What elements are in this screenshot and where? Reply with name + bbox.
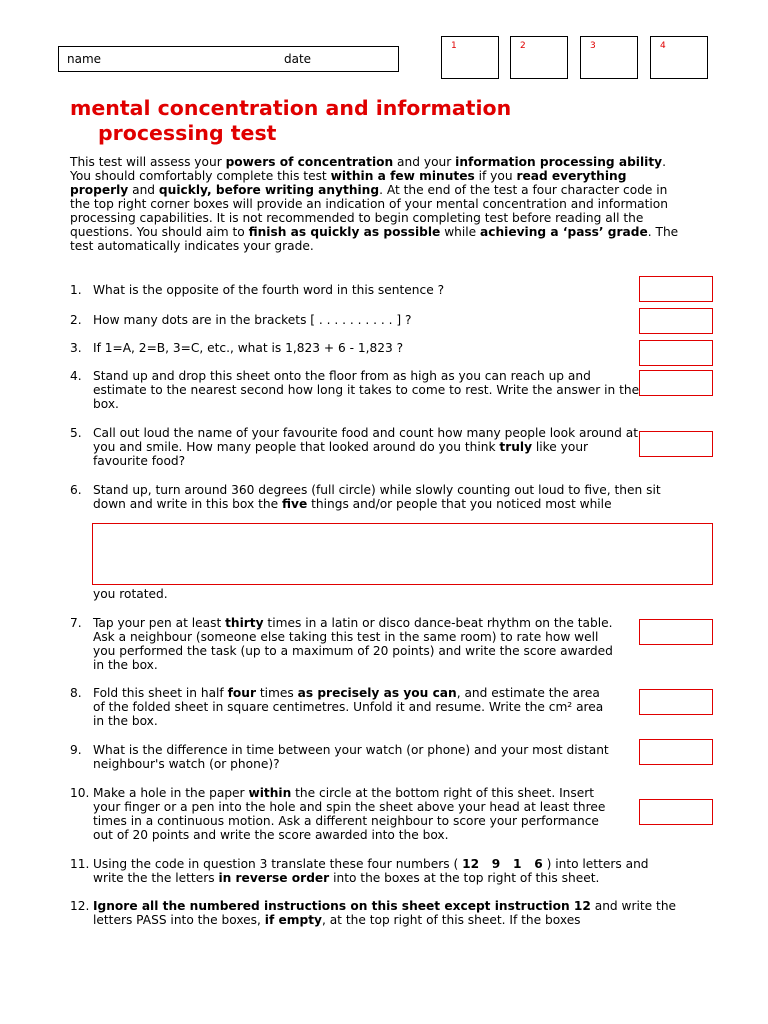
question-text: Stand up and drop this sheet onto the floor from as high as you can reach up and estimate to the nearest second how long it takes to come to rest. Write the answer in the box. bbox=[93, 369, 640, 411]
question-3 bbox=[70, 341, 645, 355]
title-line-1: mental concentration and information bbox=[70, 96, 512, 120]
question-text-part: Tap your pen at least bbox=[93, 616, 226, 630]
intro-text: and bbox=[128, 183, 159, 197]
question-number: 3. bbox=[70, 341, 82, 355]
answer-box-8[interactable] bbox=[639, 689, 713, 715]
question-text bbox=[93, 899, 682, 927]
question-text-part: and write the letters PASS into the boxes, bbox=[93, 899, 677, 927]
code-box-3[interactable] bbox=[580, 36, 638, 79]
question-number: 2. bbox=[70, 313, 82, 327]
answer-box-2[interactable] bbox=[639, 308, 713, 334]
question-6 bbox=[70, 483, 682, 511]
question-text-part: Call out loud the name of your favourite food and count how many people look around at you and smile. How many people that looked around do you think bbox=[93, 426, 638, 454]
question-text-part: ) into letters and write the the letters bbox=[93, 857, 649, 885]
question-text: If 1=A, 2=B, 3=C, etc., what is 1,823 + 6 - 1,823 ? bbox=[93, 341, 404, 355]
question-text-part: , and estimate the area of the folded sheet in square centimetres. Unfold it and resume. Write the cm² area in the box. bbox=[93, 686, 604, 728]
answer-box-9[interactable] bbox=[639, 739, 713, 765]
answer-box-7[interactable] bbox=[639, 619, 713, 645]
question-text: What is the difference in time between your watch (or phone) and your most distant neighbour's watch (or phone)? bbox=[93, 743, 609, 771]
question-2 bbox=[70, 313, 645, 327]
question-1 bbox=[70, 283, 645, 297]
question-text-part: things and/or people that you noticed most while bbox=[307, 497, 612, 511]
code-box-4-label: 4 bbox=[660, 41, 666, 51]
question-text-part: Fold this sheet in half bbox=[93, 686, 228, 700]
intro-text: . You should comfortably complete this test bbox=[70, 155, 666, 183]
intro-text: and your bbox=[393, 155, 456, 169]
question-number: 6. bbox=[70, 483, 82, 497]
question-text-part: the circle at the bottom right of this sheet. Insert your finger or a pen into the hole and spin the sheet above your head at least three times in a continuous motion. Ask a different neighbour to score your performance out of 20 points and write the score awarded into the box. bbox=[93, 786, 606, 842]
answer-box-6[interactable] bbox=[92, 523, 713, 585]
question-text-part: like your favourite food? bbox=[93, 440, 589, 468]
answer-box-4[interactable] bbox=[639, 370, 713, 396]
question-12 bbox=[70, 899, 682, 927]
question-bold: Ignore all the numbered instructions on this sheet except instruction 12 bbox=[93, 899, 591, 913]
code-box-3-label: 3 bbox=[590, 41, 596, 51]
code-box-4[interactable] bbox=[650, 36, 708, 79]
answer-box-10[interactable] bbox=[639, 799, 713, 825]
intro-bold: quickly, before writing anything bbox=[158, 183, 380, 197]
question-text-part: Using the code in question 3 translate these four numbers ( bbox=[93, 857, 463, 871]
question-bold: four bbox=[227, 686, 256, 700]
question-number: 4. bbox=[70, 369, 82, 383]
intro-text: while bbox=[440, 225, 481, 239]
question-bold: in reverse order bbox=[218, 871, 330, 885]
question-number: 1. bbox=[70, 283, 82, 297]
question-5 bbox=[70, 426, 645, 468]
question-number: 12. bbox=[70, 899, 90, 913]
intro-bold: within a few minutes bbox=[330, 169, 475, 183]
intro-text: if you bbox=[474, 169, 517, 183]
code-box-1[interactable] bbox=[441, 36, 499, 79]
intro-bold: information processing ability bbox=[455, 155, 663, 169]
answer-box-1[interactable] bbox=[639, 276, 713, 302]
question-bold: if empty bbox=[264, 913, 322, 927]
question-text bbox=[93, 857, 682, 885]
intro-bold: achieving a ‘pass’ grade bbox=[480, 225, 648, 239]
question-text-part: times bbox=[255, 686, 298, 700]
question-bold: within bbox=[248, 786, 292, 800]
name-label: name bbox=[67, 52, 102, 66]
question-text bbox=[93, 616, 615, 672]
page-title bbox=[70, 96, 511, 146]
question-bold: thirty bbox=[225, 616, 264, 630]
question-number: 11. bbox=[70, 857, 90, 871]
question-4 bbox=[70, 369, 645, 411]
question-text-part: into the boxes at the top right of this sheet. bbox=[329, 871, 600, 885]
question-text-part: Make a hole in the paper bbox=[93, 786, 249, 800]
question-bold: five bbox=[281, 497, 308, 511]
question-text bbox=[93, 483, 682, 511]
question-text-part: , at the top right of this sheet. If the boxes bbox=[321, 913, 581, 927]
intro-bold: finish as quickly as possible bbox=[248, 225, 441, 239]
intro-text: . The test automatically indicates your grade. bbox=[70, 225, 679, 253]
intro-paragraph bbox=[70, 155, 680, 253]
intro-text: This test will assess your bbox=[70, 155, 226, 169]
question-bold: as precisely as you can bbox=[297, 686, 457, 700]
question-number: 10. bbox=[70, 786, 90, 800]
answer-box-5[interactable] bbox=[639, 431, 713, 457]
name-date-box bbox=[58, 46, 399, 72]
title-line-2: processing test bbox=[98, 121, 277, 145]
question-bold: 12 9 1 6 bbox=[462, 857, 543, 871]
question-11 bbox=[70, 857, 682, 885]
question-text-part: Stand up, turn around 360 degrees (full circle) while slowly counting out loud to five, then sit down and write in this box the bbox=[93, 483, 661, 511]
intro-bold: powers of concentration bbox=[225, 155, 394, 169]
question-text: What is the opposite of the fourth word in this sentence ? bbox=[93, 283, 445, 297]
date-label: date bbox=[284, 52, 312, 66]
question-10 bbox=[70, 786, 615, 842]
question-text-part: times in a latin or disco dance-beat rhythm on the table. Ask a neighbour (someone else taking this test in the same room) to rate how well you performed the task (up to a maximum of 20 points) and write the score awarded in the box. bbox=[93, 616, 613, 672]
question-text bbox=[93, 786, 615, 842]
question-text bbox=[93, 426, 645, 468]
question-7 bbox=[70, 616, 615, 672]
code-box-2-label: 2 bbox=[520, 41, 526, 51]
code-box-1-label: 1 bbox=[451, 41, 457, 51]
question-8 bbox=[70, 686, 615, 728]
question-number: 9. bbox=[70, 743, 82, 757]
intro-text: . At the end of the test a four character code in the top right corner boxes will provide an indication of your mental concentration and information processing capabilities. It is not recommended to begin completing test before reading all the questions. You should aim to bbox=[70, 183, 668, 239]
question-text: How many dots are in the brackets [ . . . . . . . . . . ] ? bbox=[93, 313, 412, 327]
question-number: 5. bbox=[70, 426, 82, 440]
question-bold: truly bbox=[499, 440, 533, 454]
intro-bold: read everything properly bbox=[70, 169, 627, 197]
question-number: 8. bbox=[70, 686, 82, 700]
code-box-2[interactable] bbox=[510, 36, 568, 79]
question-6-continuation: you rotated. bbox=[93, 587, 168, 601]
question-9 bbox=[70, 743, 615, 771]
question-text bbox=[93, 686, 615, 728]
question-number: 7. bbox=[70, 616, 82, 630]
answer-box-3[interactable] bbox=[639, 340, 713, 366]
